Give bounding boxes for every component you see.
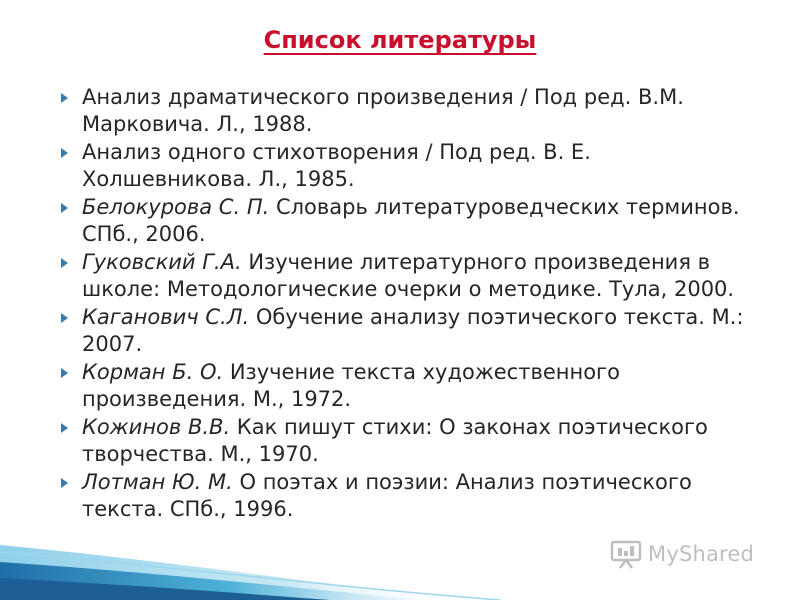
item-text: Как пишут стихи: О законах поэтического творчества. М., 1970.: [82, 415, 708, 466]
bullet-arrow-icon: [61, 313, 68, 323]
item-text: Изучение литературного произведения в школе: Методологические очерки о методике. Тула, 2000.: [82, 250, 735, 301]
bullet-arrow-icon: [61, 203, 68, 213]
item-text: Обучение анализу поэтического текста. М.: 2007.: [82, 305, 744, 356]
item-text: Анализ драматического произведения / Под ред. В.М. Марковича. Л., 1988.: [82, 85, 684, 136]
item-author: Корман Б. О.: [82, 360, 224, 384]
item-author: Каганович С.Л.: [82, 305, 250, 329]
watermark-text: MyShared: [648, 542, 755, 566]
bullet-arrow-icon: [61, 368, 68, 378]
list-item: [56, 249, 756, 302]
bullet-arrow-icon: [61, 258, 68, 268]
slide-title: Список литературы: [263, 26, 537, 54]
watermark: [610, 539, 754, 569]
item-author: Гуковский Г.А.: [82, 250, 242, 274]
bibliography-list: [56, 84, 756, 524]
list-item: [56, 414, 756, 467]
list-item: [56, 84, 756, 137]
item-author: Кожинов В.В.: [82, 415, 231, 439]
item-author: Лотман Ю. М.: [82, 470, 233, 494]
list-item: [56, 139, 756, 192]
list-item: [56, 359, 756, 412]
item-text: Изучение текста художественного произведения. М., 1972.: [82, 360, 620, 411]
list-item: [56, 194, 756, 247]
item-text: Словарь литературоведческих терминов. СПб., 2006.: [82, 195, 740, 246]
item-text: О поэтах и поэзии: Анализ поэтического текста. СПб., 1996.: [82, 470, 692, 521]
bullet-arrow-icon: [61, 93, 68, 103]
list-item: [56, 304, 756, 357]
presentation-board-icon: [610, 539, 642, 569]
item-text: Анализ одного стихотворения / Под ред. В. Е. Холшевникова. Л., 1985.: [82, 140, 591, 191]
bullet-arrow-icon: [61, 478, 68, 488]
bullet-arrow-icon: [61, 423, 68, 433]
item-author: Белокурова С. П.: [82, 195, 270, 219]
bullet-arrow-icon: [61, 148, 68, 158]
